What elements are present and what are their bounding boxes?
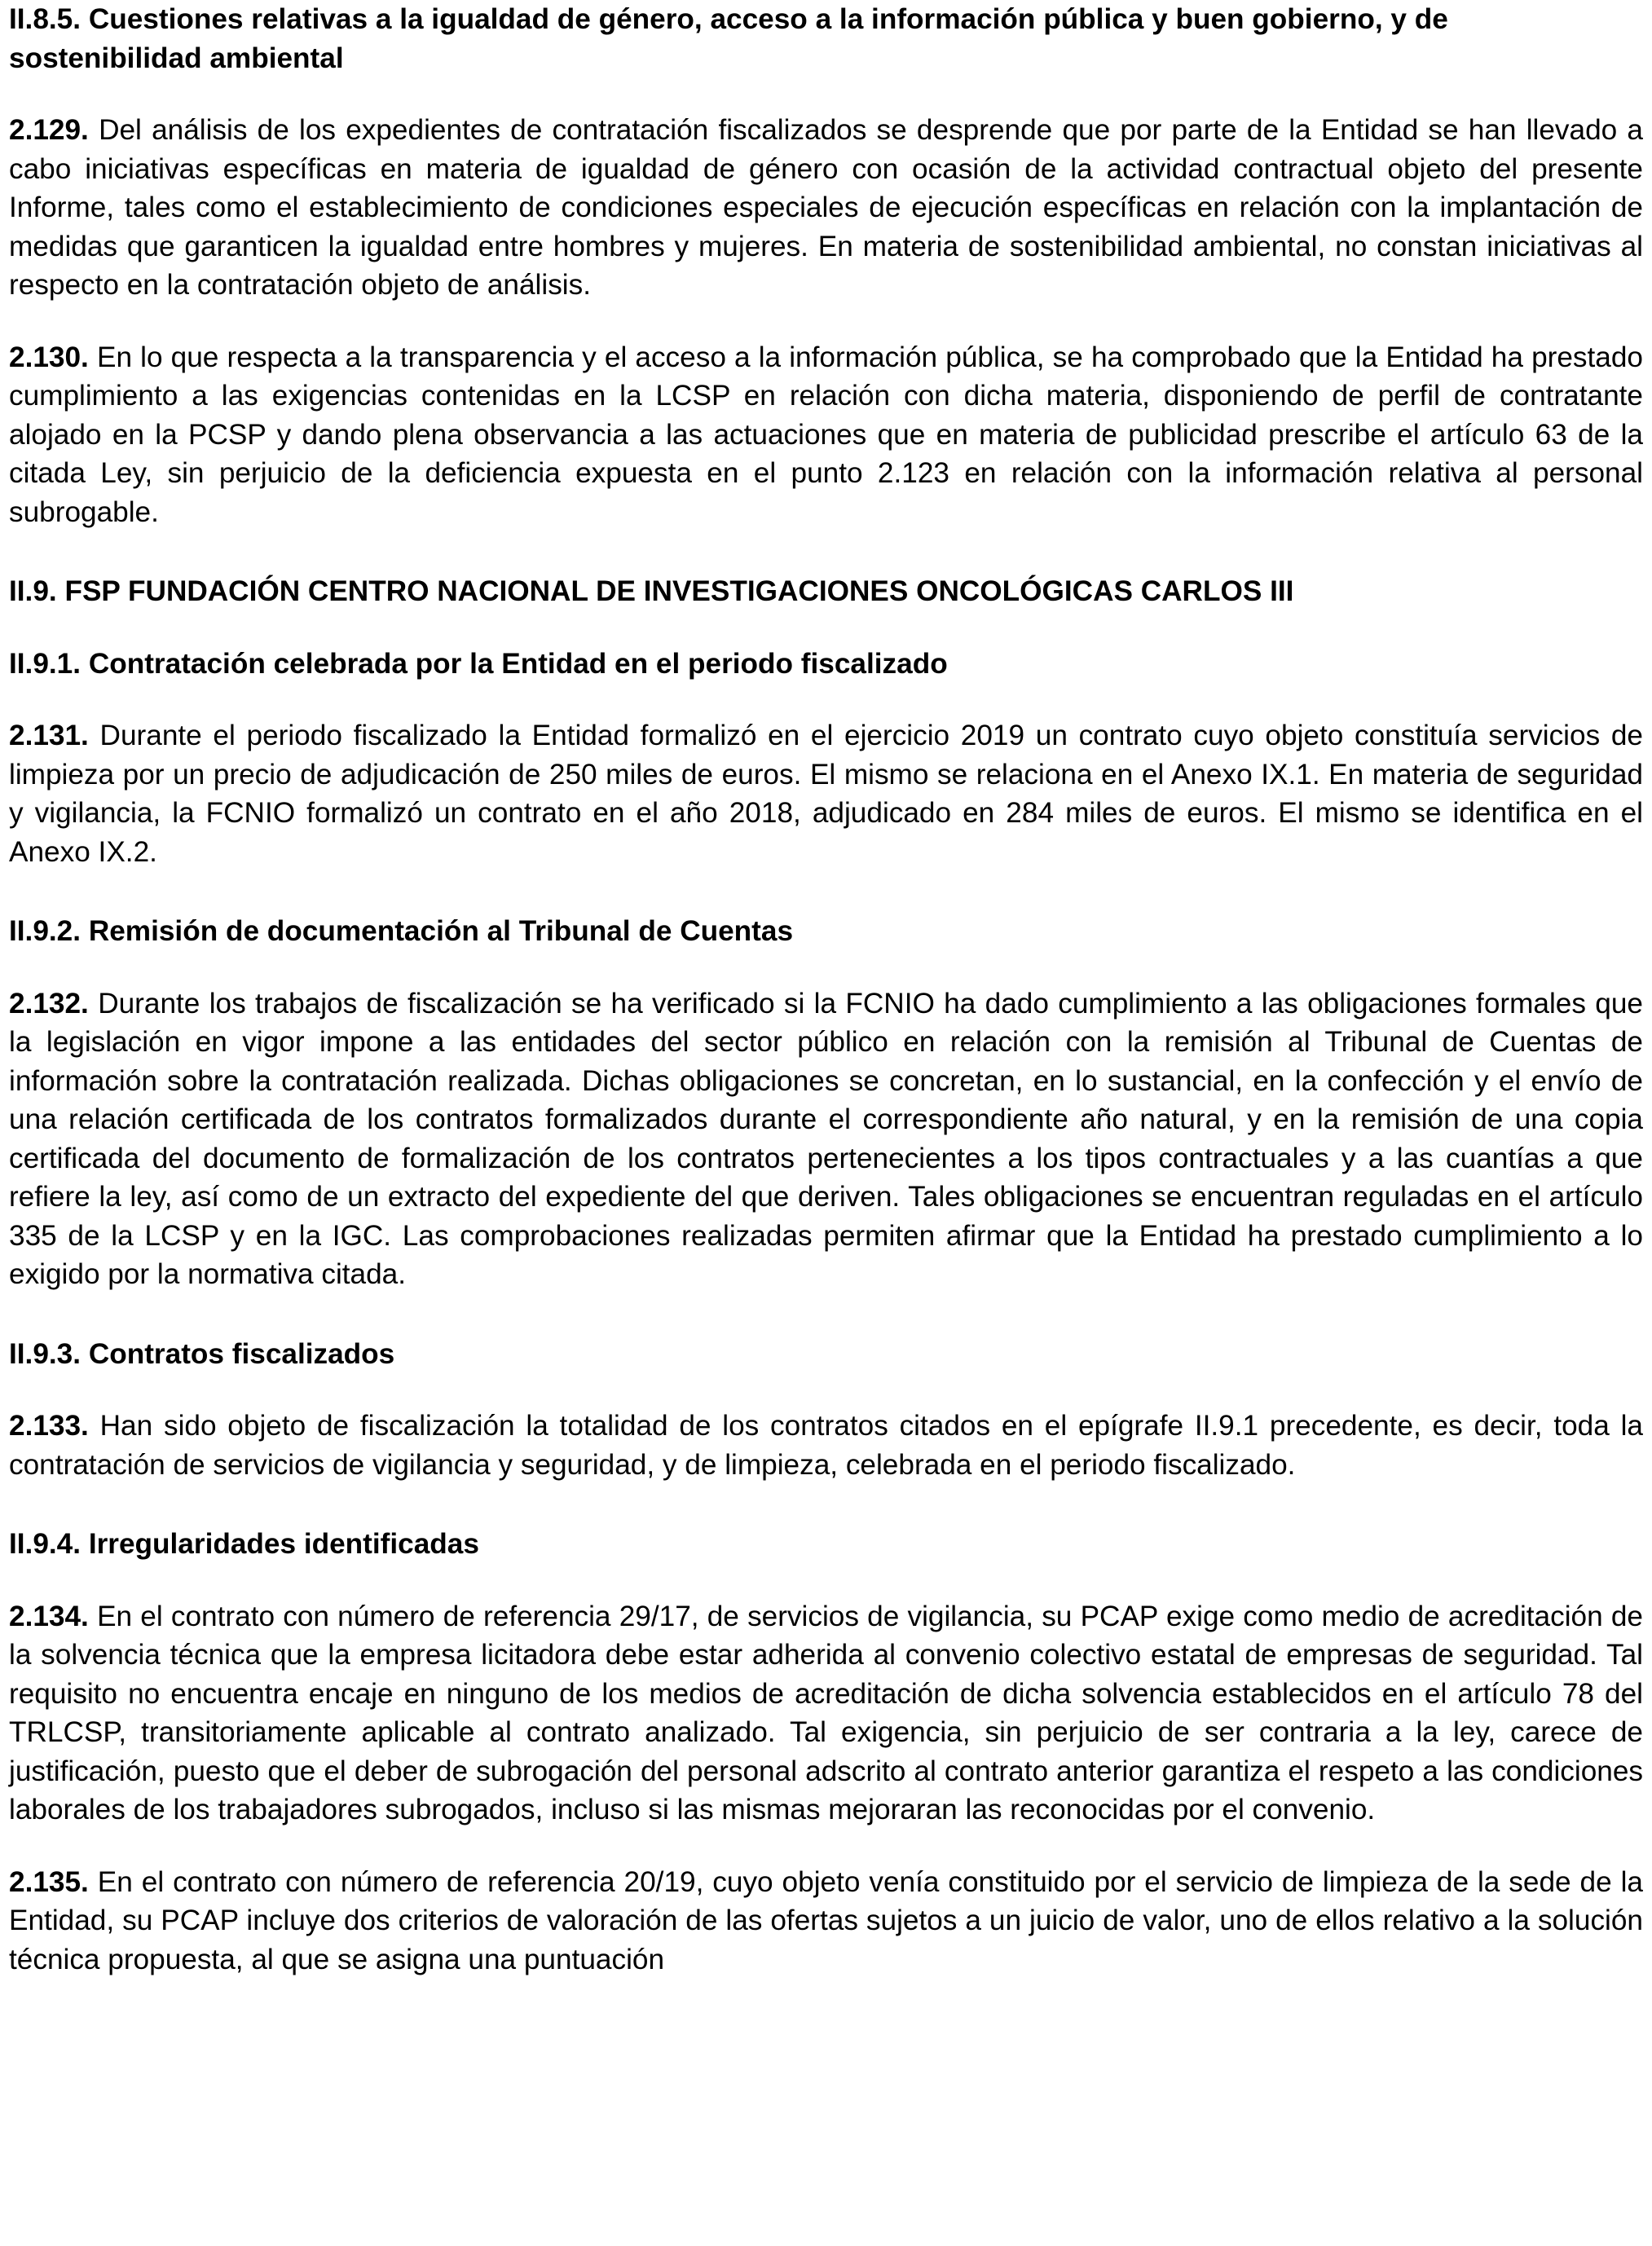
heading-title: FSP FUNDACIÓN CENTRO NACIONAL DE INVESTIGACIONES ONCOLÓGICAS CARLOS III xyxy=(64,575,1294,607)
paragraph xyxy=(9,1863,1643,1980)
heading-title: Contratos fiscalizados xyxy=(88,1337,395,1370)
heading-title: Cuestiones relativas a la igualdad de género, acceso a la información pública y buen gobierno, y de sostenibilidad ambiental xyxy=(9,3,1448,74)
paragraph-number: 2.132. xyxy=(9,987,89,1020)
paragraph-text: Durante el periodo fiscalizado la Entidad formalizó en el ejercicio 2019 un contrato cuyo objeto constituía servicios de limpieza por un precio de adjudicación de 250 miles de euros. El mismo se relaciona en el Anexo IX.1. En materia de seguridad y vigilancia, la FCNIO formalizó un contrato en el año 2018, adjudicado en 284 miles de euros. El mismo se identifica en el Anexo IX.2. xyxy=(9,720,1643,868)
heading-number: II.9.4. xyxy=(9,1528,81,1560)
heading-number: II.8.5. xyxy=(9,3,81,35)
subsection-heading xyxy=(9,912,1643,951)
paragraph xyxy=(9,984,1643,1294)
paragraph-text: Han sido objeto de fiscalización la totalidad de los contratos citados en el epígrafe II.9.1 precedente, es decir, toda la contratación de servicios de vigilancia y seguridad, y de limpieza, celebrada en el periodo fiscalizado. xyxy=(9,1410,1643,1481)
subsection-heading xyxy=(9,1525,1643,1564)
paragraph xyxy=(9,1597,1643,1830)
paragraph xyxy=(9,716,1643,871)
paragraph-number: 2.129. xyxy=(9,114,89,146)
subsection-heading xyxy=(9,1335,1643,1374)
document-page xyxy=(9,0,1643,1979)
paragraph-number: 2.131. xyxy=(9,720,89,751)
paragraph-text: Durante los trabajos de fiscalización se ha verificado si la FCNIO ha dado cumplimiento a las obligaciones formales que la legislación en vigor impone a las entidades del sector público en relación con la remisión al Tribunal de Cuentas de información sobre la contratación realizada. Dichas obligaciones se concretan, en lo sustancial, en la confección y el envío de una relación certificada de los contratos formalizados durante el correspondiente año natural, y en la remisión de una copia certificada del documento de formalización de los contratos pertenecientes a los tipos contractuales y a las cuantías a que refiere la ley, así como de un extracto del expediente del que deriven. Tales obligaciones se encuentran reguladas en el artículo 335 de la LCSP y en la IGC. Las comprobaciones realizadas permiten afirmar que la Entidad ha prestado cumplimiento a lo exigido por la normativa citada. xyxy=(9,987,1644,1290)
heading-title: Remisión de documentación al Tribunal de Cuentas xyxy=(88,915,794,947)
paragraph-text: En el contrato con número de referencia 20/19, cuyo objeto venía constituido por el servicio de limpieza de la sede de la Entidad, su PCAP incluye dos criterios de valoración de las ofertas sujetos a un juicio de valor, uno de ellos relativo a la solución técnica propuesta, al que se asigna una puntuación xyxy=(9,1865,1643,1975)
paragraph xyxy=(9,1407,1643,1484)
heading-title: Contratación celebrada por la Entidad en el periodo fiscalizado xyxy=(88,647,948,680)
paragraph-text: Del análisis de los expedientes de contratación fiscalizados se desprende que por parte de la Entidad se han llevado a cabo iniciativas específicas en materia de igualdad de género con ocasión de la actividad contractual objeto del presente Informe, tales como el establecimiento de condiciones especiales de ejecución específicas en relación con la implantación de medidas que garanticen la igualdad entre hombres y mujeres. En materia de sostenibilidad ambiental, no constan iniciativas al respecto en la contratación objeto de análisis. xyxy=(9,114,1643,301)
paragraph-number: 2.135. xyxy=(9,1865,89,1898)
heading-number: II.9.3. xyxy=(9,1337,81,1370)
heading-number: II.9. xyxy=(9,575,57,607)
paragraph xyxy=(9,338,1643,532)
paragraph-number: 2.130. xyxy=(9,341,89,373)
paragraph xyxy=(9,111,1643,305)
paragraph-number: 2.134. xyxy=(9,1600,89,1632)
section-heading xyxy=(9,0,1643,77)
section-heading xyxy=(9,572,1643,611)
heading-number: II.9.1. xyxy=(9,647,81,680)
subsection-heading xyxy=(9,645,1643,684)
paragraph-text: En lo que respecta a la transparencia y el acceso a la información pública, se ha comprobado que la Entidad ha prestado cumplimiento a las exigencias contenidas en la LCSP en relación con dicha materia, disponiendo de perfil de contratante alojado en la PCSP y dando plena observancia a las actuaciones que en materia de publicidad prescribe el artículo 63 de la citada Ley, sin perjuicio de la deficiencia expuesta en el punto 2.123 en relación con la información relativa al personal subrogable. xyxy=(9,341,1644,528)
paragraph-text: En el contrato con número de referencia 29/17, de servicios de vigilancia, su PCAP exige como medio de acreditación de la solvencia técnica que la empresa licitadora debe estar adherida al convenio colectivo estatal de empresas de seguridad. Tal requisito no encuentra encaje en ninguno de los medios de acreditación de dicha solvencia establecidos en el artículo 78 del TRLCSP, transitoriamente aplicable al contrato analizado. Tal exigencia, sin perjuicio de ser contraria a la ley, carece de justificación, puesto que el deber de subrogación del personal adscrito al contrato anterior garantiza el respeto a las condiciones laborales de los trabajadores subrogados, incluso si las mismas mejoraran las reconocidas por el convenio. xyxy=(9,1600,1644,1825)
heading-number: II.9.2. xyxy=(9,915,81,947)
paragraph-number: 2.133. xyxy=(9,1410,89,1442)
heading-title: Irregularidades identificadas xyxy=(88,1528,479,1560)
